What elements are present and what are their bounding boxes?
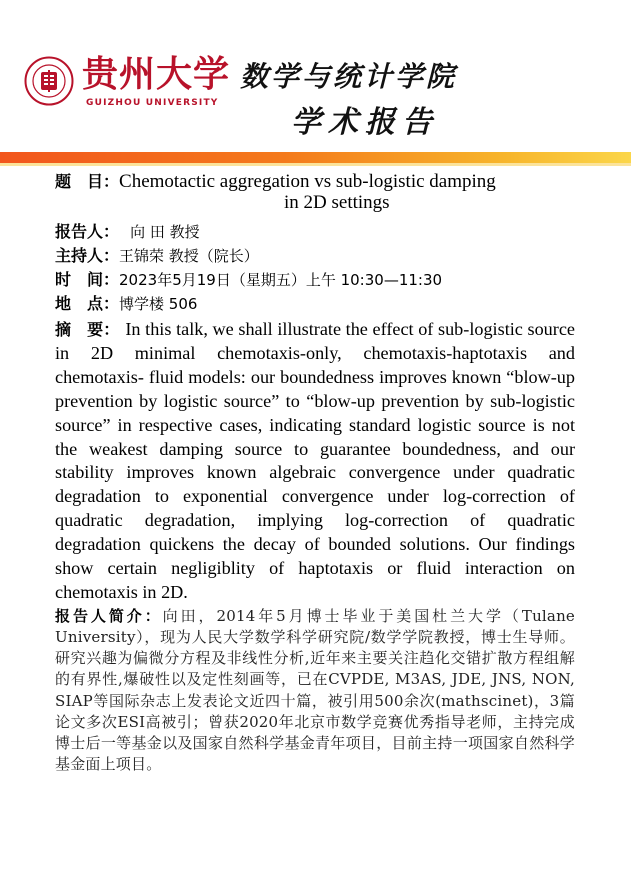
talk-title-line2: in 2D settings [284,192,390,213]
report-type-title: 学术报告 [291,105,439,140]
speaker-value: 向 田 教授 [130,223,200,241]
header-divider-thin [0,163,631,166]
place-value: 博学楼 506 [119,295,198,313]
header-divider-band [0,152,631,163]
abstract-label: 摘 要： [55,320,120,339]
place-label: 地 点： [55,294,120,313]
abstract-text: In this talk, we shall illustrate the effect of sub-logistic source in 2D minimal chemotaxis-only, chemotaxis-haptotaxis and chemotaxis- fluid models: our boundedness improves known “blow-up prevention by logistic source” to “blow-up prevention by sub-logistic source” in respective cases, indicating standard logistic source is not the weakest damping source to guarantee boundedness, and our stability improves known algebraic convergence under quadratic degradation to exponential convergence under log-correction of quadratic degradation, implying log-correction of quadratic degradation quickens the decay of bounded solutions. Our findings show certain negligiblity of haptotaxis or fluid interaction on chemotaxis in 2D. [55,319,575,602]
place-row [55,292,575,316]
school-name: 数学与统计学院 [240,60,458,93]
title-label: 题 目： [55,172,120,191]
time-value: 2023年5月19日（星期五）上午 10:30—11:30 [119,271,443,289]
bio-text: 向田，2014年5月博士毕业于美国杜兰大学（Tulane University），现为人民大学数学科学研究院/数学学院教授，博士生导师。 研究兴趣为偏微分方程及非线性分析,近年来主要关注趋化交错扩散方程组解的有界性,爆破性以及定性刻画等，已在CVPDE, M3AS, JDE, JNS, NON, SIAP等国际杂志上发表论文近四十篇，被引用500余次(mathscinet)，3篇论文多次ESI高被引；曾获2020年北京市数学竞赛优秀指导老师，主持完成博士后一等基金以及国家自然科学基金青年项目，目前主持一项国家自然科学基金面上项目。 [55,606,576,774]
university-name-en: GUIZHOU UNIVERSITY [86,98,219,108]
talk-title-line1: Chemotactic aggregation vs sub-logistic damping [119,171,496,192]
abstract-paragraph [55,318,575,605]
host-value: 王锦荣 教授（院长） [119,247,259,265]
host-label: 主持人： [55,246,120,265]
talk-details [55,170,575,776]
speaker-row [55,220,575,244]
university-name-cn: 贵州大学 [82,53,231,95]
time-label: 时 间： [55,270,120,289]
university-seal-icon [24,56,74,106]
bio-label: 报告人简介： [55,606,163,625]
university-logo [24,53,231,112]
speaker-label: 报告人： [55,222,120,241]
speaker-bio [55,606,575,776]
host-row [55,244,575,268]
talk-title-row [55,170,575,218]
time-row [55,268,575,292]
